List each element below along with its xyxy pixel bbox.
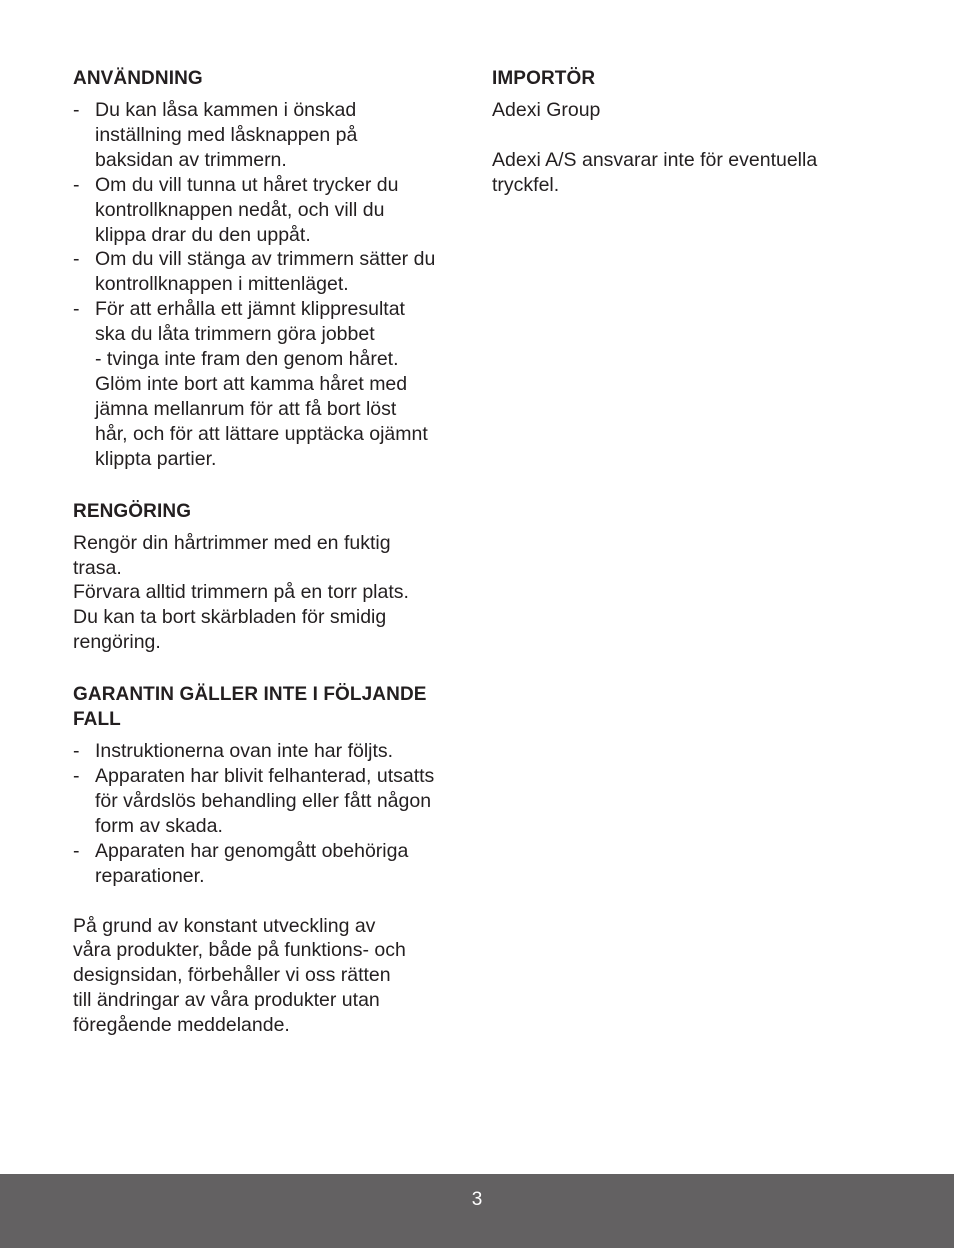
warranty-list [73, 739, 468, 888]
bullet-dash: - [73, 298, 80, 321]
bullet-dash: - [73, 839, 80, 862]
list-item: - Apparaten har blivit felhanterad, utsatts för vårdslös behandling eller fått någon form av skada. [73, 765, 435, 837]
importer-disclaimer: Adexi A/S ansvarar inte för eventuella tryckfel. [492, 148, 818, 196]
importer-name: Adexi Group [492, 99, 601, 121]
list-item: - Om du vill stänga av trimmern sätter du kontrollknappen i mittenläget. [73, 248, 436, 296]
cleaning-heading: RENGÖRING [73, 500, 192, 522]
footer-bar [0, 1174, 954, 1248]
list-item: - För att erhålla ett jämnt klippresultat ska du låta trimmern göra jobbet - tvinga inte fram den genom håret. Glöm inte bort att kamma håret med jämna mellanrum för att få bort löst hår, och för att lättare upptäcka ojämnt klippta partier. [73, 298, 428, 470]
spacer [73, 889, 468, 914]
list-item: - Du kan låsa kammen i önskad inställning med låsknappen på baksidan av trimmern. [73, 99, 358, 171]
bullet-dash: - [73, 248, 80, 271]
spacer [492, 123, 892, 148]
bullet-dash: - [73, 99, 80, 121]
development-note: På grund av konstant utveckling av våra produkter, både på funktions- och designsidan, förbehåller vi oss rätten till ändringar av våra produkter utan föregående meddelande. [73, 914, 406, 1037]
page-number: 3 [471, 1189, 483, 1210]
cleaning-section [73, 499, 468, 656]
usage-heading: ANVÄNDNING [73, 68, 203, 89]
warranty-section [73, 682, 468, 1038]
list-item: - Instruktionerna ovan inte har följts. [73, 740, 394, 763]
warranty-heading: GARANTIN GÄLLER INTE I FÖLJANDE FALL [73, 684, 427, 731]
importer-heading: IMPORTÖR [492, 68, 596, 89]
left-column [73, 66, 468, 1065]
list-item: - Om du vill tunna ut håret trycker du kontrollknappen nedåt, och vill du klippa drar du den uppåt. [73, 173, 399, 246]
list-item: - Apparaten har genomgått obehöriga reparationer. [73, 839, 409, 887]
importer-section [492, 66, 892, 198]
right-column [492, 66, 892, 225]
usage-section [73, 66, 468, 472]
usage-list [73, 98, 468, 472]
cleaning-text: Rengör din hårtrimmer med en fuktig trasa. Förvara alltid trimmern på en torr plats. Du kan ta bort skärbladen för smidig rengöring. [73, 531, 409, 654]
bullet-dash: - [73, 765, 80, 788]
bullet-dash: - [73, 740, 80, 763]
bullet-dash: - [73, 173, 80, 196]
